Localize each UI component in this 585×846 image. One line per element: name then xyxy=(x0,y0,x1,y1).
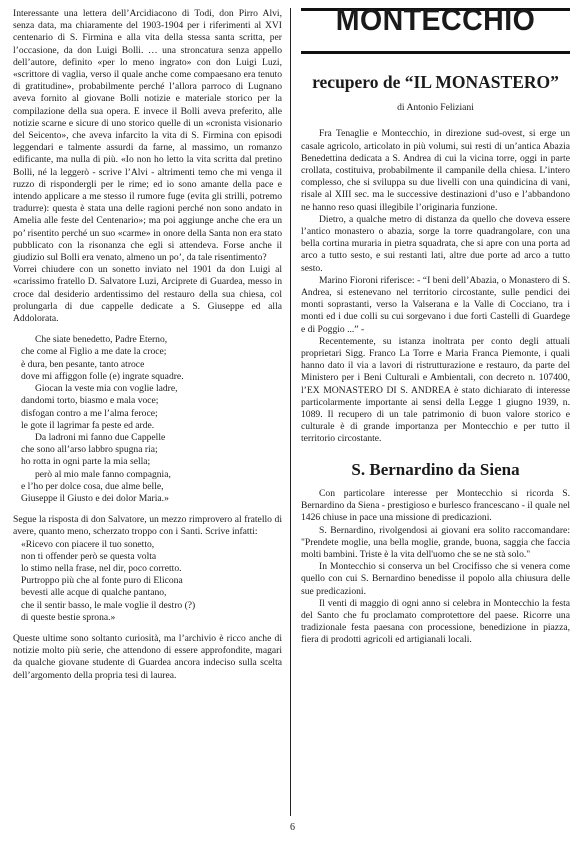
paragraph: Segue la risposta di don Salvatore, un mezzo rimprovero al fratello di avere, quanto meno, scherzato troppo con i Santi. Scrive infatti: xyxy=(13,514,282,538)
poem-line: Da ladroni mi fanno due Cappelle xyxy=(35,431,166,443)
poem-line: dandomi torto, biasmo e mala voce; xyxy=(21,395,159,407)
poem-line: e l’ho per dolce cosa, due alme belle, xyxy=(21,480,164,492)
article-title: S. Bernardino da Siena xyxy=(351,459,520,479)
poem-line: Giocan la veste mia con voglie ladre, xyxy=(35,383,178,395)
paragraph: Fra Tenaglie e Montecchio, in direzione sud-ovest, si erge un casale agricolo, articolato in più volumi, sui resti di un’antica Abazia Benedettina dedicata a S. Andrea di cui la vicina torre, oggi in parte crollata, costituiva, probabilmente il campanile della chiesa. L’intero complesso, che si sviluppa su due livelli con una quindicina di vani, risale al XIII sec. ma le successive destinazioni d’uso e l’abbandono ne hanno reso quasi illegibile l’originaria funzione. xyxy=(301,128,570,213)
paragraph: Con particolare interesse per Montecchio si ricorda S. Bernardino da Siena - prestigioso e burlesco francescano - il quale nel 1426 chiuse in pace una missione di predicazioni. xyxy=(301,487,570,524)
paragraph: Interessante una lettera dell’Arcidiacono di Todi, don Pirro Alvi, senza data, ma chiaramente del 1903-1904 per i riferimenti al XVI centenario di S. Firmina e alla vita della stessa santa scritta, per l’occasione, da don Luigi Bolli. … una stroncatura senza appello dell’autore, definito «per lo meno ingrato» con don Luigi Luzi, «scrittore di vaglia, verso il quale anche come compaesano era tenuto di gratitudine», probabilmente perché l’allora parroco di Lugnano aveva fornito al giovane Bolli notizie e materiale storico per la compilazione della sua opera. E invece il Bolli aveva preferito, alle notizie scarne e sicure di uno storico quelle di un «cronista visionario del Seicento», che aveva infarcito la vita di S. Firmina con episodi leggendari e talmente assurdi da farne, al massimo, un romanzo edificante, ma nulla di più. «Io non ho letto la vita scritta dal pretino Bolli, né la leggerò - scrive l’Alvi - altrimenti temo che mi venga il ruzzo di rispondergli per le rime; ed io sono amante della pace e intendo applicare a me stesso il rumore fuge (evita gli strilli, potremo tradurre): questa è stata una delle ragioni perché non sono andato in Amelia alle feste del Centenario»; ma poi aggiunge anche che era un po’ risentito perché un suo «carme» in onore della Santa non era stato pubblicato con la risonanza che egli si attendeva. Forse anche il giudizio sul Bolli era venato, almeno un po’, da tale risentimento? xyxy=(13,8,282,264)
quote-line: «Ricevo con piacere il tuo sonetto, xyxy=(21,538,155,550)
column-divider xyxy=(290,8,291,816)
quote-line: Purtroppo più che al fonte puro di Elicona xyxy=(21,575,183,587)
paragraph: Marino Fioroni riferisce: - “I beni dell’Abazia, o Monastero di S. Andrea, si estenevano nel territorio circostante, sulle pendici dei monti soprastanti, verso la Valserana e la Valle di Cocciano, tra i monti ed i due colli su cui sorgevano i due forti Castelli di Guardege e di Poggio ...” - xyxy=(301,274,570,335)
quote-line: che il sentir basso, le male voglie il destro (?) xyxy=(21,599,196,611)
poem-line: disfogan contro a me l’alma feroce; xyxy=(21,407,158,419)
article-byline: di Antonio Feliziani xyxy=(397,102,474,114)
paragraph: Dietro, a qualche metro di distanza da quello che doveva essere l’antico monastero o abazia, sorge la torre quadrangolare, con una bella cortina muraria in pietra squadrata, che si apre con una porta ad arco a tutto sesto, e sui restanti lati, altre due porte ad arco a tutto sesto. xyxy=(301,213,570,274)
paragraph: S. Bernardino, rivolgendosi ai giovani era solito raccomandare: "Prendete moglie, una bella moglie, grande, buona, saggia che faccia molti bambini. Triste è la vita dell'uomo che se ne stà solo." xyxy=(301,524,570,560)
quote-line: lo stimo nella frase, nel dir, poco corretto. xyxy=(21,562,182,574)
right-column xyxy=(301,2,570,647)
poem-line: è dura, ben pesante, tanto atroce xyxy=(21,358,145,370)
article-body xyxy=(301,488,570,647)
poem-line: che sono all’arso labbro spugna ria; xyxy=(21,444,158,456)
paragraph: Queste ultime sono soltanto curiosità, ma l’archivio è ricco anche di notizie molto più serie, che attendono di essere approfondite, magari da qualche giovane studente di Guardea ancora indeciso sulla scelta dell’argomento della propria tesi di laurea. xyxy=(13,632,282,681)
quote-line: non ti offender però se questa volta xyxy=(21,550,157,562)
page-number: 6 xyxy=(290,822,295,833)
poem-line: le gote il lagrimar fa peste ed arde. xyxy=(21,419,155,431)
poem-line: Che siate benedetto, Padre Eterno, xyxy=(35,334,168,346)
sonnet xyxy=(21,334,282,505)
quoted-reply xyxy=(13,539,282,624)
article-title: recupero de “IL MONASTERO” xyxy=(312,72,559,92)
left-column xyxy=(13,8,282,682)
poem-line: però al mio male fanno compagnia, xyxy=(35,468,171,480)
paragraph: Vorrei chiudere con un sonetto inviato nel 1901 da don Luigi al «carissimo fratello D. Salvatore Luzi, Arciprete di Guardea, messo in croce dal desiderio ardentissimo del restauro della sua chiesa, col prolungarla di due cappelle dedicate a S. Giuseppe ed alla Addolorata. xyxy=(13,264,282,325)
paragraph: Il venti di maggio di ogni anno si celebra in Montecchio la festa del Santo che fu proclamato comprotettore del paese. Ricorre una tradizionale festa paesana con processione, benedizione in piazza, fiera di prodotti agricoli ed artigianali locali. xyxy=(301,597,570,646)
quote-line: bevesti alle acque di qualche pantano, xyxy=(21,587,167,599)
poem-line: dove mi affiggon folle (e) ingrate squadre. xyxy=(21,370,184,382)
section-masthead xyxy=(301,2,570,54)
poem-line: Giuseppe il Giusto e dei dolor Maria.» xyxy=(21,492,169,504)
article-body xyxy=(301,128,570,445)
masthead-title: MONTECCHIO xyxy=(335,2,536,37)
poem-line: ho rotta in ogni parte la mia sella; xyxy=(21,456,151,468)
quote-line: di queste bestie sprona.» xyxy=(21,611,116,623)
paragraph: In Montecchio si conserva un bel Crocifisso che si venera come quello con cui S. Bernardino benedisse il popolo alla chiusura delle sue predicazioni. xyxy=(301,561,570,597)
paragraph: Recentemente, su istanza inoltrata per conto degli attuali proprietari Sigg. Franco La Torre e Maria Franca Piemonte, i quali hanno dato il via a lavori di ristrutturazione e restauro, da parte del Ministero per i Beni Culturali e Ambientali, con decreto n. 107400, l’EX MONASTERO DI S. ANDREA è stato dichiarato di interesse particolarmente importante ai sensi della Legge 1 giugno 1939, n. 1089. Il recupero di un tale patrimonio di buon valore storico e culturale è di grande importanza per Montecchio e per tutto il territorio circostante. xyxy=(301,335,570,445)
poem-line: che come al Figlio a me date la croce; xyxy=(21,346,167,358)
